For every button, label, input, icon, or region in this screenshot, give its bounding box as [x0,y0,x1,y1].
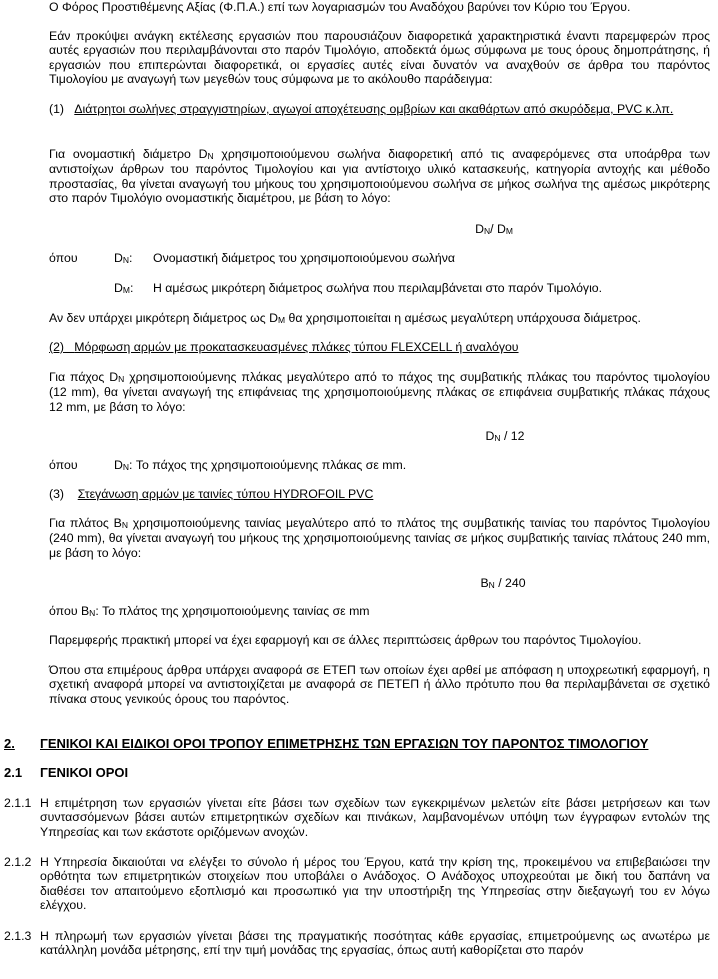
clause-2-1-2-text: Η Υπηρεσία δικαιούται να ελέγξει το σύνολο ή μέρος του Έργου, κατά την κρίση της, προκειμένου να επιβεβαιώσει την ορθότητα των επιμετρητικών στοιχείων που υποβάλει ο Ανάδοχος. Ο Ανάδοχος υποχρεούται με δική του δαπάνη να διαθέσει τον απαιτούμενο εξοπλισμό και προσωπικό για την υποστήριξη της Υπηρεσίας στην διεξαγωγή του εν λόγω ελέγχου. [40,855,710,912]
item-1-title: Διάτρητοι σωλήνες στραγγιστηρίων, αγωγοί αποχέτευσης ομβρίων και ακαθάρτων από σκυρόδεμα, PVC κ.λπ. [74,102,674,116]
paragraph-similar-practice: Παρεμφερής πρακτική μπορεί να έχει εφαρμογή και σε άλλες περιπτώσεις άρθρων του παρόντος Τιμολογίου. [49,633,642,647]
section-2-title: ΓΕΝΙΚΟΙ ΚΑΙ ΕΙΔΙΚΟΙ ΟΡΟΙ ΤΡΟΠΟΥ ΕΠΙΜΕΤΡΗΣΗΣ ΤΩΝ ΕΡΓΑΣΙΩΝ ΤΟΥ ΠΑΡΟΝΤΟΣ ΤΙΜΟΛΟΓΙΟΥ [40,736,649,751]
paragraph-reduction-intro: Εάν προκύψει ανάγκη εκτέλεσης εργασιών που παρουσιάζουν διαφορετικά χαρακτηριστικά έναντι παρεμφερών προς αυτές εργασιών που περιλαμβάνονται στο παρόν Τιμολόγιο, αποδεκτά όμως σύμφωνα με τους όρους δημοπράτησης, ή εργασιών που επιπερώνται διαφορετικά, οι εργασίες αυτές είναι δυνατόν να αναχθούν σε άρθρα του παρόντος Τιμολογίου με αναγωγή των μεγεθών τους σύμφωνα με το ακόλουθο παράδειγμα: [49,29,710,86]
where-thickness: DN: Το πάχος της χρησιμοποιούμενης πλάκας σε mm. [114,458,407,472]
item-2-title: Μόρφωση αρμών με προκατασκευασμένες πλάκες τύπου FLEXCELL ή αναλόγου [74,340,519,354]
item-2-heading [49,340,710,354]
item-1-heading [49,102,710,116]
clause-2-1-3-number: 2.1.3 [4,929,32,943]
clause-2-1-3-text: Η πληρωμή των εργασιών γίνεται βάσει της πραγματικής ποσότητας κάθε εργασίας, επιμετρούμενης ως ανωτέρω με κατάλληλη μονάδα μέτρησης, επί την τιμή μονάδας της εργασίας, όπως αυτή καθορίζεται στο παρόν [40,929,710,958]
item-3-paragraph: Για πλάτος ΒN χρησιμοποιούμενης ταινίας μεγαλύτερο από το πλάτος της συμβατικής ταινίας του παρόντος Τιμολογίου (240 mm), θα γίνεται αναγωγή του μήκους της χρησιμοποιούμενης ταινίας σε μήκος συμβατικής ταινίας πλάτους 240 mm, με βάση το λόγο: [49,516,711,560]
item-3-number: (3) [49,487,65,501]
item-2-paragraph: Για πάχος DN χρησιμοποιούμενης πλάκας μεγαλύτερο από το πάχος της συμβατικής πλάκας του παρόντος τιμολογίου (12 mm), θα γίνεται αναγωγή της επιφάνειας της χρησιμοποιούμενης πλάκας σε επιφάνεια συμβατικής πλάκας πάχους 12 mm, με βάση το λόγο: [49,370,710,414]
where-symbol-dm: DM: [114,281,134,295]
where-width: όπου BN: Το πλάτος της χρησιμοποιούμενης ταινίας σε mm [49,604,370,618]
clause-2-1-1-number: 2.1.1 [4,796,32,810]
where-label-2: όπου [49,458,78,472]
item-1-number: (1) [49,102,65,116]
item-1-paragraph: Για ονομαστική διάμετρο DN χρησιμοποιούμενου σωλήνα διαφορετική από τις αναφερόμενες στα υποάρθρα των αντιστοίχων άρθρων του παρόντος Τιμολογίου και για αντίστοιχο υλικό κατασκευής, κατηγορία αντοχής και μέθοδο προστασίας, θα γίνεται αναγωγή του μήκους του χρησιμοποιούμενου σωλήνα σε μήκος σωλήνα της αμέσως μικρότερης στο παρόν Τιμολόγιο ονομαστικής διαμέτρου, με βάση το λόγο: [49,147,710,205]
section-2-number: 2. [4,736,15,751]
paragraph-etep: Όπου στα επιμέρους άρθρα υπάρχει αναφορά σε ΕΤΕΠ των οποίων έχει αρθεί με απόφαση η υποχρεωτική εφαρμογή, η σχετική αναφορά μπορεί να αντιστοιχίζεται με αναφορά σε ΠΕΤΕΠ ή άλλο πρότυπο που θα περιλαμβάνεται σε σχετικό πίνακα στους γενικούς όρους του παρόντος. [49,663,710,706]
where-text-dn: Ονομαστική διάμετρος του χρησιμοποιούμενου σωλήνα [153,251,455,265]
formula-2: DN / 12 [485,429,525,443]
formula-3: BN / 240 [480,576,526,590]
where-label-1: όπου [49,251,78,265]
where-text-dm: Η αμέσως μικρότερη διάμετρος σωλήνα που περιλαμβάνεται στο παρόν Τιμολόγιο. [153,281,603,295]
clause-2-1-2-number: 2.1.2 [4,855,32,869]
item-3-title: Στεγάνωση αρμών με ταινίες τύπου HYDROFOIL PVC [77,487,374,501]
section-2-1-number: 2.1 [4,765,23,780]
where-symbol-dn: DN: [114,251,133,265]
paragraph-vat: Ο Φόρος Προστιθέμενης Αξίας (Φ.Π.Α.) επί των λογαριασμών του Αναδόχου βαρύνει τον Κύριο του Έργου. [49,0,631,14]
section-2-1-title: ΓΕΝΙΚΟΙ ΟΡΟΙ [40,765,129,780]
formula-1: DN/ DM [475,222,513,236]
item-2-number: (2) [49,340,65,354]
paragraph-no-smaller: Αν δεν υπάρχει μικρότερη διάμετρος ως DM θα χρησιμοποιείται η αμέσως μεγαλύτερη υπάρχουσα διάμετρος. [49,311,641,325]
item-3-heading [49,487,710,501]
clause-2-1-1-text: Η επιμέτρηση των εργασιών γίνεται είτε βάσει των σχεδίων των εγκεκριμένων μελετών είτε βάσει μετρήσεων και των συντασσόμενων βάσει αυτών επιμετρητικών σχεδίων και πινάκων, λαμβανομένων υπόψη των έγγραφων εντολών της Υπηρεσίας και των εκάστοτε οριζόμενων ανοχών. [40,796,710,839]
